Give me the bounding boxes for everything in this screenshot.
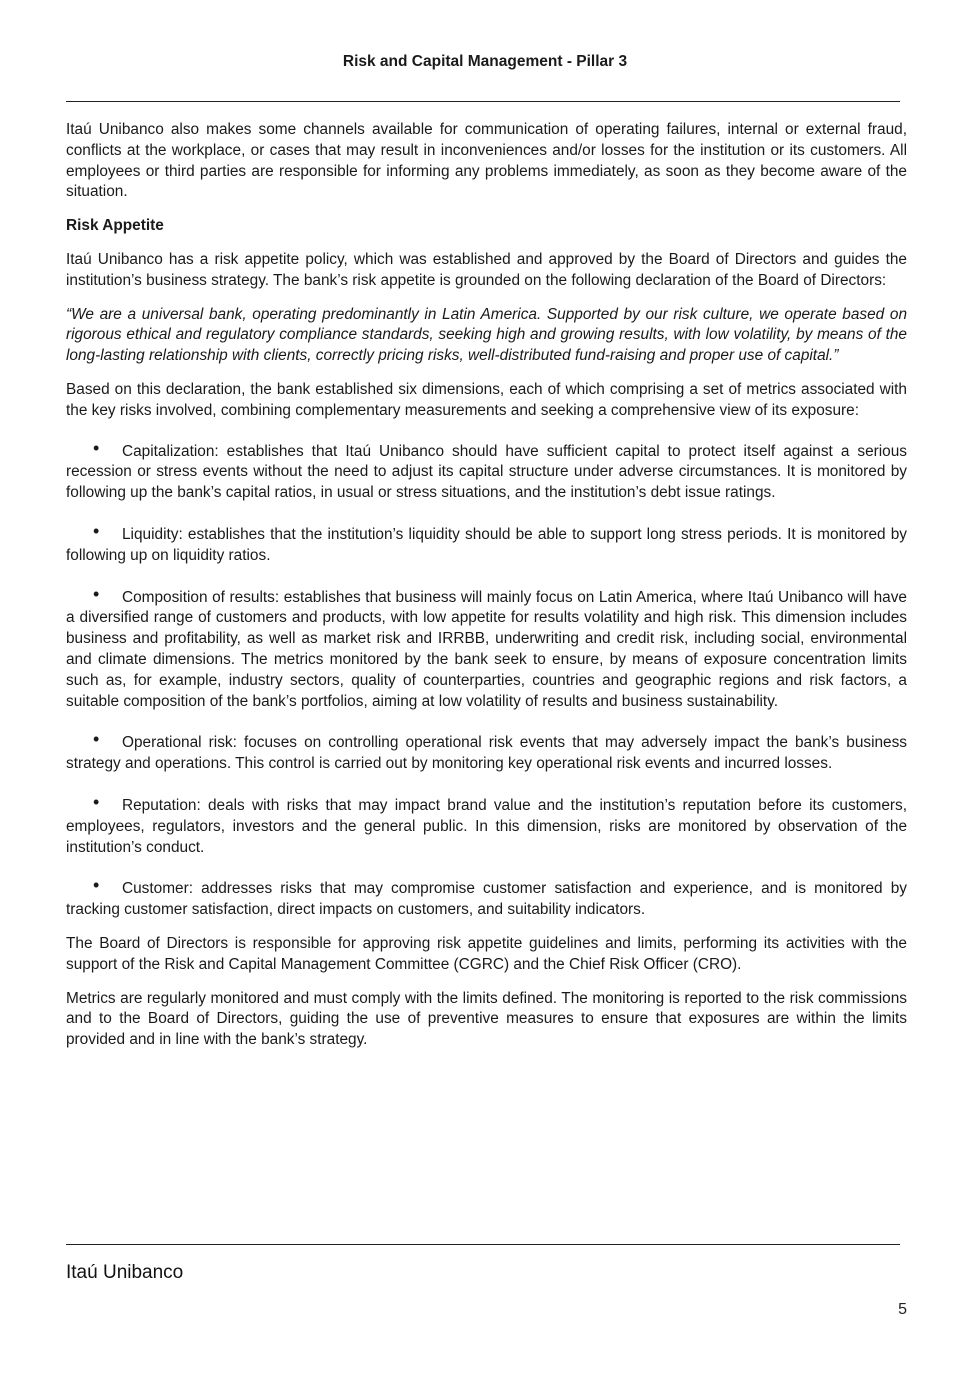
- bullet-icon: •: [93, 875, 100, 896]
- bullet-item-operational-risk: [66, 729, 907, 775]
- bullet-icon: •: [93, 729, 100, 750]
- bullet-item-capitalization: [66, 437, 907, 504]
- policy-paragraph: Itaú Unibanco has a risk appetite policy, which was established and approved by the Board of Directors and guides the institution’s business strategy. The bank’s risk appetite is grounded on the following declaration of the Board of Directors:: [66, 250, 907, 289]
- page-header-title: Risk and Capital Management - Pillar 3: [342, 53, 628, 70]
- intro-paragraph: Itaú Unibanco also makes some channels available for communication of operating failures, internal or external fraud, conflicts at the workplace, or cases that may result in inconveniences and/or losses for the institution or its customers. All employees or third parties are responsible for informing any problems immediately, as soon as they become aware of the situation.: [66, 121, 907, 201]
- bullet-item-customer: [66, 875, 907, 921]
- board-paragraph: The Board of Directors is responsible for approving risk appetite guidelines and limits, performing its activities with the support of the Risk and Capital Management Committee (CGRC) and the Chief Risk Officer (CRO).: [66, 934, 907, 973]
- bullet-text: Reputation: deals with risks that may impact brand value and the institution’s reputation before its customers, employees, regulators, investors and the general public. In this dimension, risks are monitored by observation of the institution’s conduct.: [66, 796, 907, 856]
- bullet-icon: •: [93, 437, 100, 458]
- bullet-item-composition-of-results: [66, 583, 907, 713]
- metrics-paragraph: Metrics are regularly monitored and must comply with the limits defined. The monitoring is reported to the risk commissions and to the Board of Directors, guiding the use of preventive measures to ensure that exposures are within the limits provided and in line with the bank’s strategy.: [66, 989, 907, 1049]
- bullet-text: Operational risk: focuses on controlling operational risk events that may adversely impact the bank’s business strategy and operations. This control is carried out by monitoring key operational risk events and incurred losses.: [66, 734, 907, 773]
- bullet-text: Capitalization: establishes that Itaú Unibanco should have sufficient capital to protect itself against a serious recession or stress events without the need to adjust its capital structure under adverse circumstances. It is monitored by following up the bank’s capital ratios, in usual or stress situations, and the institution’s debt issue ratings.: [66, 442, 907, 502]
- footer-divider: [66, 1244, 900, 1245]
- page-number: 5: [898, 1301, 907, 1318]
- bullet-item-reputation: [66, 791, 907, 858]
- dimensions-intro-paragraph: Based on this declaration, the bank established six dimensions, each of which comprising a set of metrics associated with the key risks involved, combining complementary measurements and seeking a comprehensive view of its exposure:: [66, 380, 907, 419]
- bullet-text: Liquidity: establishes that the institution’s liquidity should be able to support long stress periods. It is monitored by following up on liquidity ratios.: [66, 525, 907, 564]
- board-declaration-quote: “We are a universal bank, operating predominantly in Latin America. Supported by our risk culture, we operate based on rigorous ethical and regulatory compliance standards, seeking high and growing results, with low volatility, by means of the long-lasting relationship with clients, correctly pricing risks, well-distributed fund-raising and proper use of capital.”: [66, 305, 907, 365]
- bullet-text: Composition of results: establishes that business will mainly focus on Latin America, where Itaú Unibanco will have a diversified range of customers and products, with low appetite for results volatility and high risk. This dimension includes business and profitability, as well as market risk and IRRBB, underwriting and credit risk, including social, environmental and climate dimensions. The metrics monitored by the bank seek to ensure, by means of exposure concentration limits such as, for example, industry sectors, quality of counterparties, countries and geographic regions and risk factors, a suitable composition of the bank’s portfolios, aiming at low volatility of results and business sustainability.: [66, 588, 907, 710]
- bullet-icon: •: [93, 520, 100, 541]
- header-divider: [66, 101, 900, 102]
- footer-brand: Itaú Unibanco: [66, 1262, 184, 1283]
- bullet-icon: •: [93, 791, 100, 812]
- bullet-item-liquidity: [66, 520, 907, 567]
- bullet-icon: •: [93, 583, 100, 604]
- bullet-text: Customer: addresses risks that may compromise customer satisfaction and experience, and is monitored by tracking customer satisfaction, direct impacts on customers, and suitability indicators.: [66, 880, 907, 919]
- section-heading: Risk Appetite: [66, 217, 164, 235]
- page-body: [66, 120, 907, 1064]
